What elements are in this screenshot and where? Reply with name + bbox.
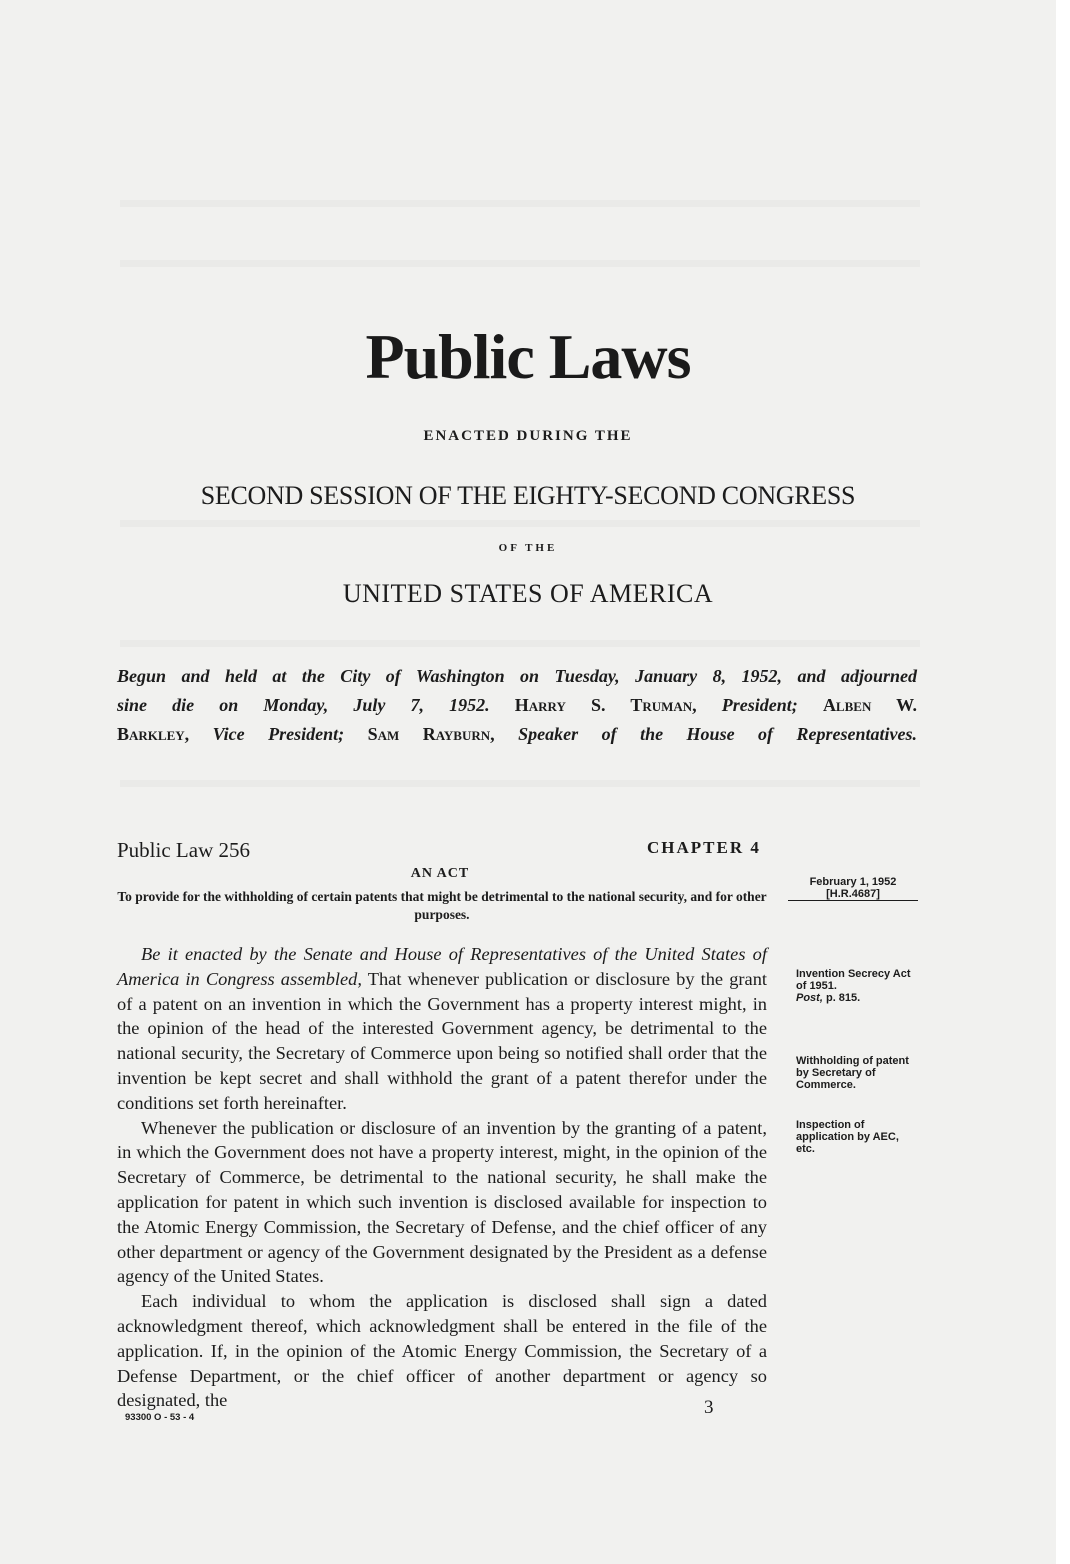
enacted-line: ENACTED DURING THE (423, 428, 633, 444)
session-heading: SECOND SESSION OF THE EIGHTY-SECOND CONGRESS (200, 481, 856, 510)
speaker-name: Sam Rayburn, (367, 724, 495, 744)
margin-note-inspection: Inspection of application by AEC, etc. (796, 1119, 899, 1155)
paragraph-2: Whenever the publication or disclosure of an invention by the granting of a patent, in which the Government does not have a property interest, might, in the opinion of the Secretary of Commerce, be detrimental to the national security, he shall make the application for patent in which such invention is disclosed available for inspection to the Atomic Energy Commission, the Secretary of Defense, and the chief officer of any other department or agency of the Government designated by the President as a defense agency of the United States. (117, 1117, 767, 1287)
print-code: 93300 O - 53 - 4 (125, 1412, 195, 1423)
session-intro (117, 662, 917, 749)
invention-act-note: Invention Secrecy Act of 1951. (796, 968, 911, 992)
bleed-through-line (120, 200, 920, 207)
bleed-through-line (120, 520, 920, 527)
date-margin-note (786, 876, 920, 901)
vp-last-name: Barkley, (117, 724, 190, 744)
enactment-date: February 1, 1952 (809, 876, 897, 888)
post-reference: Post, (796, 992, 823, 1004)
paragraph-1-text: That whenever publication or disclosure by the grant of a patent on an invention in which the Government has a property interest might, in the opinion of the head of the interested Government agency, be detrimental to the national security, the Secretary of Commerce upon being so notified shall order that the invention be kept secret and shall withhold the grant of a patent therefor under the conditions set forth hereinafter. (117, 968, 767, 1113)
vp-title: Vice President; (212, 724, 345, 744)
page-number: 3 (704, 1397, 714, 1418)
of-the-line: OF THE (498, 542, 558, 554)
speaker-title: Speaker of the House of Representatives. (518, 724, 918, 744)
bill-number: [H.R.4687] (788, 888, 918, 901)
paragraph-3: Each individual to whom the application is disclosed shall sign a dated acknowledgment thereof, which acknowledgment shall be entered in the file of the application. If, in the opinion of the Atomic Energy Commission, the Secretary of a Defense Department, or the chief officer of another department or agency so designated, the (117, 1291, 767, 1411)
act-purpose: To provide for the withholding of certain patents that might be detrimental to the national security, and for other purposes. (117, 889, 767, 922)
country-heading: UNITED STATES OF AMERICA (342, 579, 714, 608)
chapter-number: CHAPTER 4 (647, 838, 761, 857)
an-act-heading: AN ACT (410, 866, 470, 881)
public-law-number: Public Law 256 (117, 838, 250, 862)
intro-line-1: Begun and held at the City of Washington on Tuesday, January 8, 1952, and adjourned (117, 666, 917, 686)
president-title: President; (721, 695, 798, 715)
bleed-through-line (120, 780, 920, 787)
bleed-through-line (120, 260, 920, 267)
act-body (117, 942, 767, 1413)
margin-note-withholding: Withholding of patent by Secretary of Commerce. (796, 1055, 909, 1091)
page-title: Public Laws (365, 321, 691, 392)
vp-first-name: Alben W. (822, 695, 917, 715)
enacting-clause: Be it enacted by the Senate and House of Representatives of the United States of America in Congress assembled, (117, 944, 767, 989)
president-name: Harry S. Truman, (514, 695, 697, 715)
margin-note-invention-act (796, 968, 920, 1004)
bleed-through-line (120, 640, 920, 647)
intro-sine-die: sine die on Monday, July 7, 1952. (117, 695, 490, 715)
paragraph-1 (117, 942, 767, 1116)
post-reference-page: p. 815. (825, 992, 861, 1004)
